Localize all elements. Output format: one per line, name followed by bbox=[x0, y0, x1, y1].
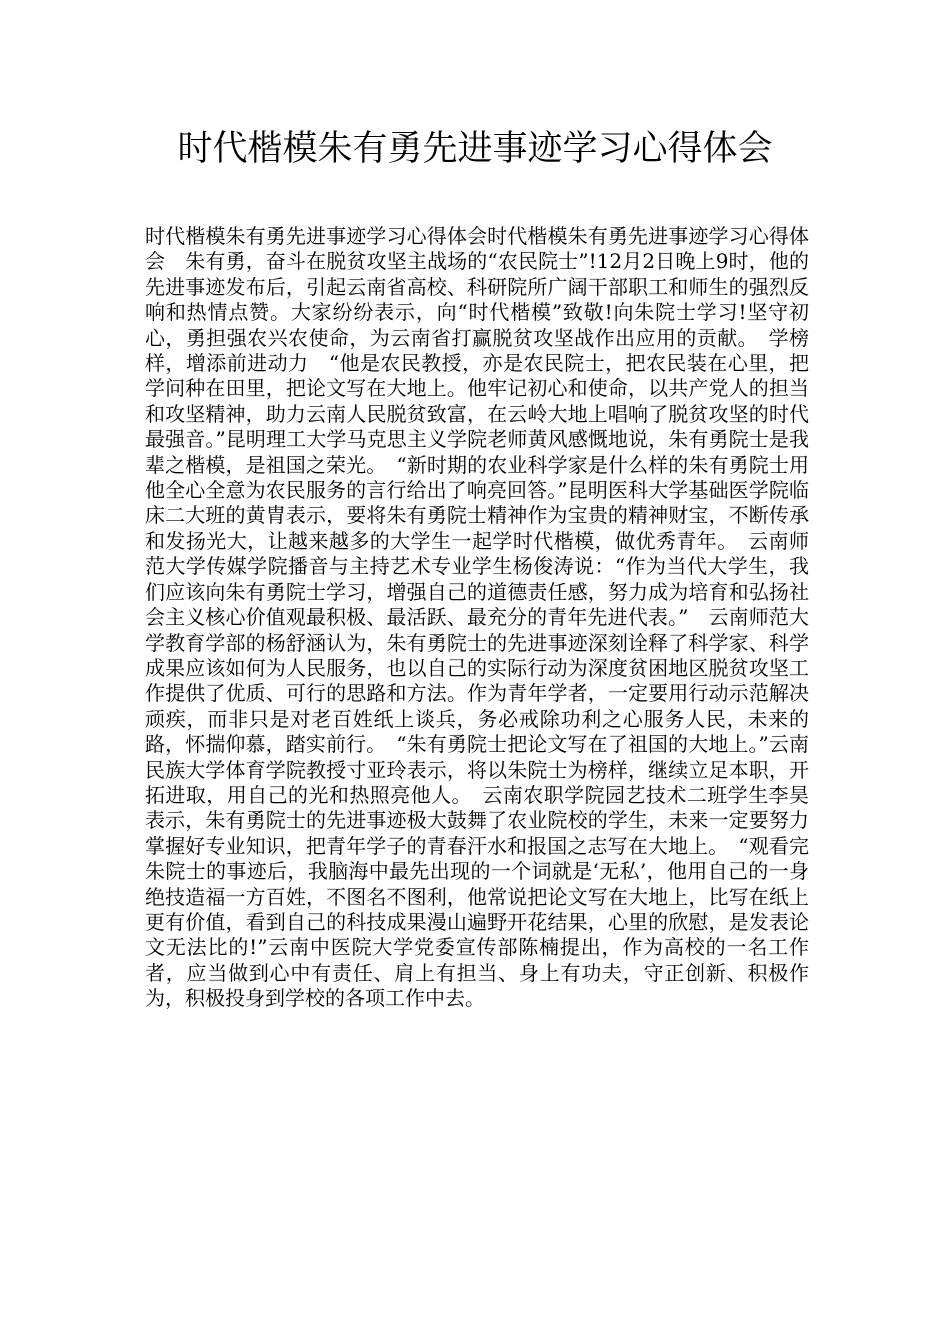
document-title: 时代楷模朱有勇先进事迹学习心得体会 bbox=[177, 129, 773, 169]
document-body: 时代楷模朱有勇先进事迹学习心得体会时代楷模朱有勇先进事迹学习心得体会 朱有勇，奋斗在脱贫攻坚主战场的“农民院士”!12月2日晚上9时，他的先进事迹发布后，引起云南省高校、科研院所广阔干部职工和师生的强烈反响和热情点赞。大家纷纷表示，向“时代楷模”致敬!向朱院士学习!坚守初心，勇担强农兴农使命，为云南省打赢脱贫攻坚战作出应用的贡献。 学榜样，增添前进动力 “他是农民教授，亦是农民院士，把农民装在心里，把学问种在田里，把论文写在大地上。他牢记初心和使命，以共产党人的担当和攻坚精神，助力云南人民脱贫致富，在云岭大地上唱响了脱贫攻坚的时代最强音。”昆明理工大学马克思主义学院老师黄风感慨地说，朱有勇院士是我辈之楷模，是祖国之荣光。 “新时期的农业科学家是什么样的朱有勇院士用他全心全意为农民服务的言行给出了响亮回答。”昆明医科大学基础医学院临床二大班的黄胄表示，要将朱有勇院士精神作为宝贵的精神财宝，不断传承和发扬光大，让越来越多的大学生一起学时代楷模，做优秀青年。 云南师范大学传媒学院播音与主持艺术专业学生杨俊涛说：“作为当代大学生，我们应该向朱有勇院士学习，增强自己的道德责任感，努力成为培育和弘扬社会主义核心价值观最积极、最活跃、最充分的青年先进代表。” 云南师范大学教育学部的杨舒涵认为，朱有勇院士的先进事迹深刻诠释了科学家、科学成果应该如何为人民服务，也以自己的实际行动为深度贫困地区脱贫攻坚工作提供了优质、可行的思路和方法。作为青年学者，一定要用行动示范解决顽疾，而非只是对老百姓纸上谈兵，务必戒除功利之心服务人民，未来的路，怀揣仰慕，踏实前行。 “朱有勇院士把论文写在了祖国的大地上。”云南民族大学体育学院教授寸亚玲表示，将以朱院士为榜样，继续立足本职，开拓进取，用自己的光和热照亮他人。 云南农职学院园艺技术二班学生李昊表示，朱有勇院士的先进事迹极大鼓舞了农业院校的学生，未来一定要努力掌握好专业知识，把青年学子的青春汗水和报国之志写在大地上。 “观看完朱院士的事迹后，我脑海中最先出现的一个词就是‘无私’，他用自己的一身绝技造福一方百姓，不图名不图利，他常说把论文写在大地上，比写在纸上更有价值，看到自己的科技成果漫山遍野开花结果，心里的欣慰，是发表论文无法比的!”云南中医院大学党委宣传部陈楠提出，作为高校的一名工作者，应当做到心中有责任、肩上有担当、身上有功夫，守正创新、积极作为，积极投身到学校的各项工作中去。 bbox=[145, 224, 809, 1011]
